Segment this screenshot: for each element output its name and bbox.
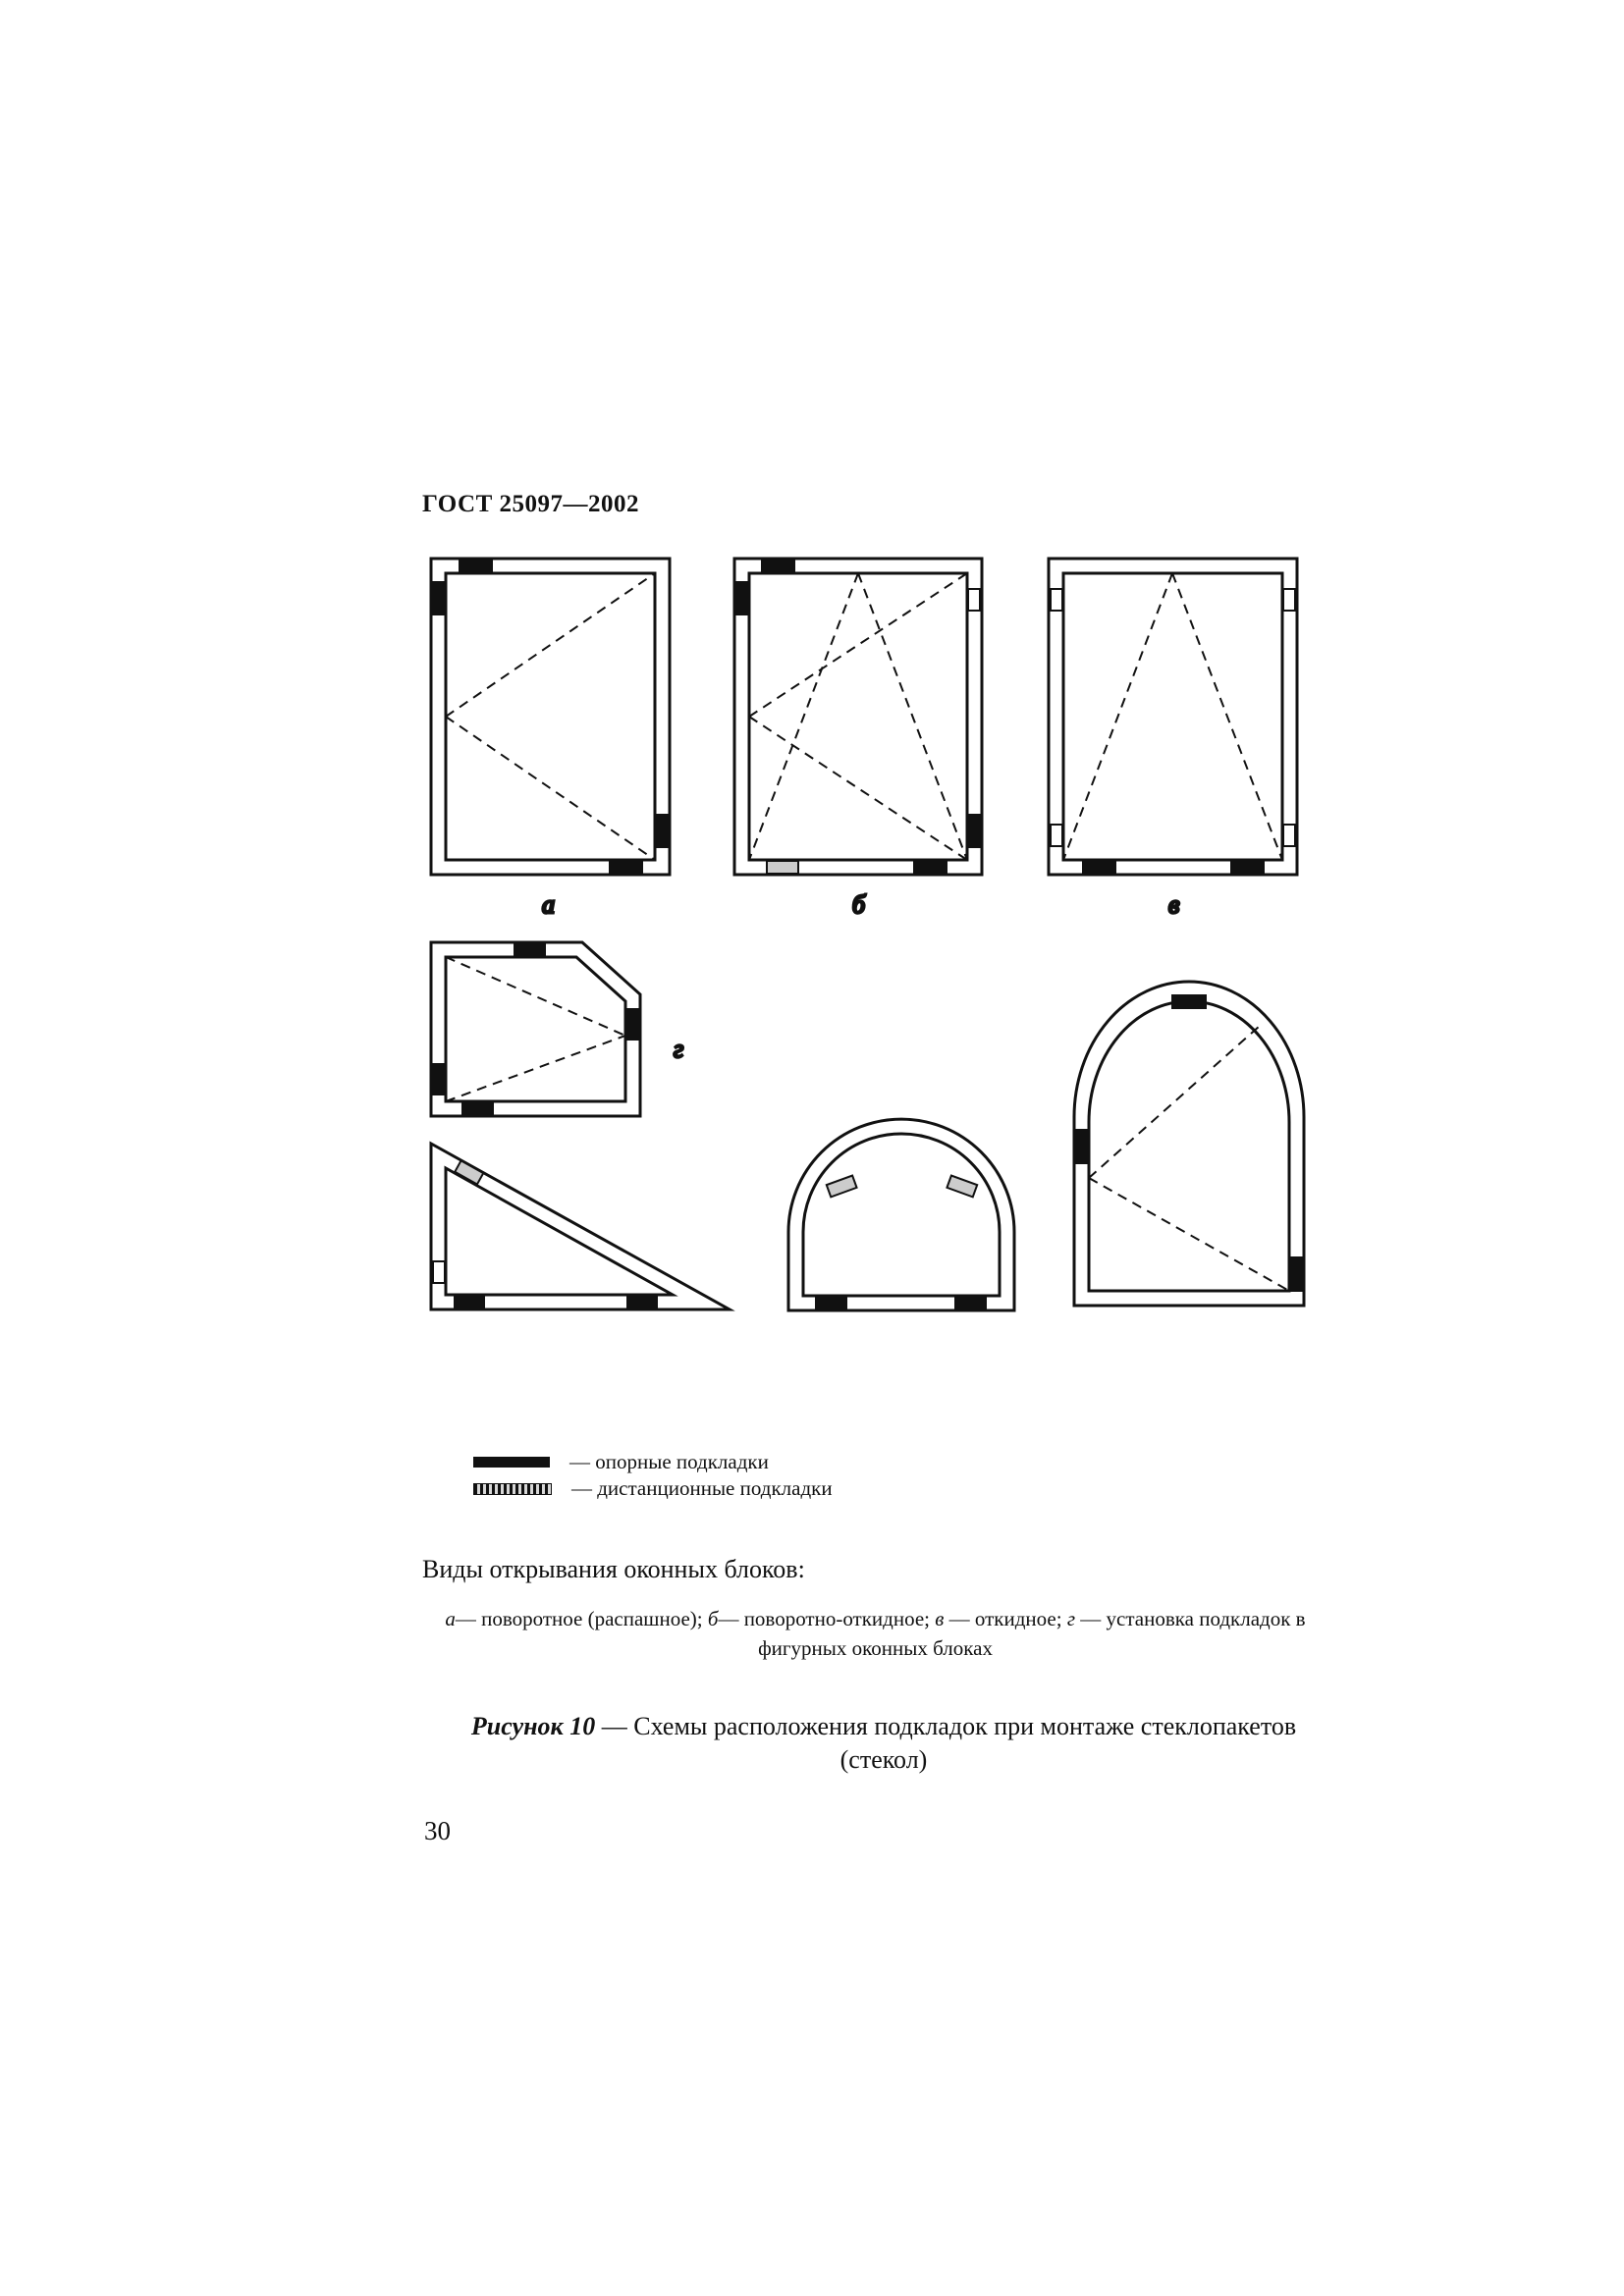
legend-support-text: — опорные подкладки	[569, 1450, 769, 1473]
window-segmental-arch	[788, 1119, 1014, 1310]
label-b: б	[852, 890, 866, 919]
document-header: ГОСТ 25097—2002	[422, 491, 640, 517]
figure-caption	[432, 1710, 1335, 1777]
window-triangle	[431, 1144, 730, 1309]
desc-text-v: — откидное;	[944, 1607, 1067, 1630]
desc-letter-g: г	[1066, 1607, 1076, 1630]
desc-text-b: — поворотно-откидное;	[718, 1607, 936, 1630]
desc-text-g: — установка подкладок в фигурных оконных блоках	[758, 1607, 1306, 1660]
legend	[473, 1449, 833, 1502]
types-description	[416, 1604, 1334, 1663]
support-swatch	[473, 1457, 550, 1468]
window-g-chamfered	[431, 942, 640, 1116]
figure-title: — Схемы расположения подкладок при монтаже стеклопакетов (стекол)	[595, 1712, 1297, 1774]
label-v: в	[1168, 890, 1180, 919]
figure-label: Рисунок 10	[470, 1712, 596, 1740]
desc-letter-v: в	[935, 1607, 945, 1630]
legend-spacer	[473, 1475, 833, 1502]
label-a: а	[542, 890, 555, 919]
window-b-turn-tilt	[734, 559, 982, 875]
types-heading: Виды открывания оконных блоков:	[422, 1555, 805, 1583]
page-number: 30	[424, 1816, 451, 1845]
desc-text-a: — поворотное (распашное);	[455, 1607, 708, 1630]
spacer-swatch	[473, 1483, 552, 1495]
label-g: г	[674, 1035, 684, 1063]
desc-letter-a: а	[445, 1607, 456, 1630]
window-a-turn	[431, 559, 670, 875]
window-round-arch	[1074, 982, 1304, 1306]
window-v-tilt	[1049, 559, 1297, 875]
legend-spacer-text: — дистанционные подкладки	[571, 1476, 833, 1500]
desc-letter-b: б	[707, 1607, 719, 1630]
legend-support	[473, 1449, 833, 1475]
